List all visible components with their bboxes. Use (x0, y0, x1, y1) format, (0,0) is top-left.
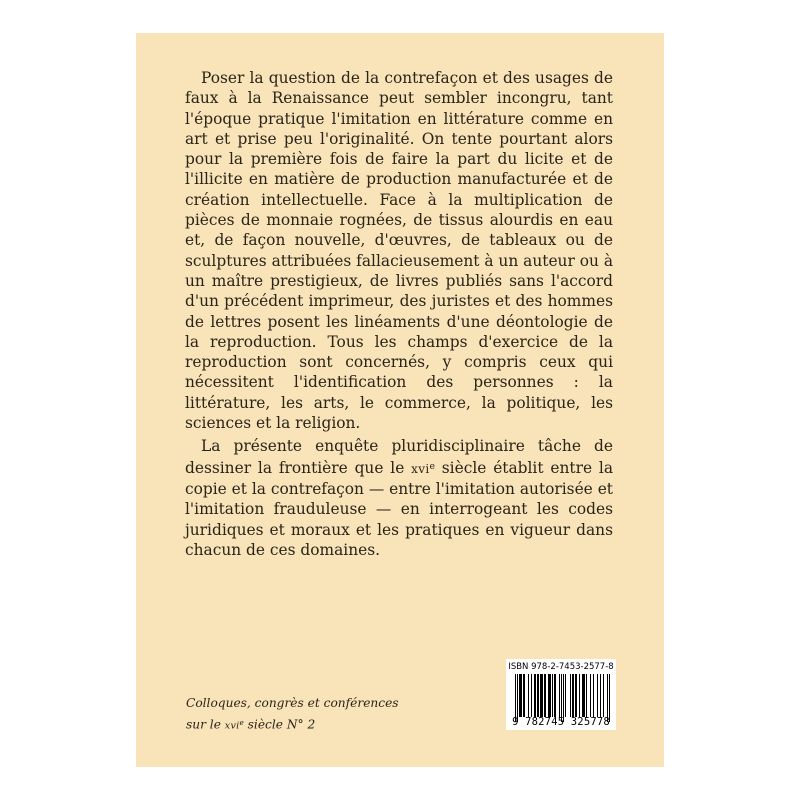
series-century-numeral: xvi (224, 720, 240, 732)
barcode-bar (548, 674, 549, 717)
barcode-bar (593, 674, 594, 717)
barcode-bar (565, 674, 566, 717)
barcode-bar (549, 674, 550, 717)
barcode-bar (528, 674, 529, 717)
barcode-bar (541, 674, 542, 717)
barcode-bar (576, 674, 577, 717)
barcode-bar (586, 674, 587, 717)
barcode-bar (584, 674, 585, 717)
series-line-2-end: siècle N° 2 (243, 717, 316, 732)
barcode-bar (519, 674, 520, 717)
barcode-bar (555, 674, 556, 717)
isbn-label: ISBN 978-2-7453-2577-8 (508, 662, 614, 672)
series-century-superscript: e (239, 718, 244, 727)
barcode-bar (537, 674, 538, 717)
barcode-bar (572, 674, 573, 717)
barcode-bar (552, 674, 553, 717)
paragraph-2-end: siècle établit entre la copie et la contrefaçon — entre l'imitation autorisée et l'imitation frauduleuse — en interrogeant les codes juridiques et moraux et les pratiques en vigueur dans chacun de ces domaines. (185, 458, 613, 559)
century-superscript: e (429, 460, 435, 472)
barcode-bar (600, 674, 601, 717)
barcode-bar (523, 674, 524, 717)
series-line-1: Colloques, congrès et conférences (186, 696, 399, 710)
series-line-2 (186, 713, 399, 735)
barcode-bar (607, 674, 608, 722)
series-line-2-start: sur le (186, 717, 225, 732)
barcode-bar (520, 674, 521, 717)
barcode-bar (521, 674, 522, 717)
barcode-bar (538, 674, 539, 717)
barcode-bar (559, 674, 560, 717)
barcode-bar (534, 674, 535, 717)
barcode-bar (517, 674, 518, 722)
barcode-bar (575, 674, 576, 717)
barcode-bar (540, 674, 541, 717)
barcode-bar (609, 674, 610, 722)
barcode-bar (570, 674, 571, 717)
blurb-text (185, 68, 613, 560)
barcode-bar (583, 674, 584, 717)
barcode-bar (542, 674, 543, 717)
barcode-bar (524, 674, 525, 717)
isbn-barcode (506, 659, 616, 730)
barcode-bar (545, 674, 546, 717)
barcode-bar (579, 674, 580, 717)
series-title (186, 694, 399, 735)
barcode-bar (561, 674, 562, 722)
century-numeral: xvi (411, 461, 430, 476)
barcode-bar (554, 674, 555, 717)
barcode-bar (515, 674, 516, 722)
barcode-bar (573, 674, 574, 717)
blurb-paragraph-1: Poser la question de la contrefaçon et des usages de faux à la Renaissance peut sembler incongru, tant l'époque pratique l'imitation en littérature comme en art et prise peu l'originalité. On tente pourtant alors pour la première fois de faire la part du licite et de l'illicite en matière de production manufacturée et de création intellectuelle. Face à la multiplication de pièces de monnaie rognées, de tissus alourdis en eau et, de façon nouvelle, d'œuvres, de tableaux ou de sculptures attribuées fallacieusement à un auteur ou à un maître prestigieux, de livres publiés sans l'accord d'un précédent imprimeur, des juristes et des hommes de lettres posent les linéaments d'une déontologie de la reproduction. Tous les champs d'exercice de la reproduction sont concernés, y compris ceux qui nécessitent l'identification des personnes : la littérature, les arts, le commerce, la politique, les sciences et la religion. (185, 69, 613, 433)
barcode-bar (531, 674, 532, 717)
barcode-bar (603, 674, 604, 717)
barcode-bar (550, 674, 551, 717)
barcode-bar (544, 674, 545, 717)
barcode-bar (563, 674, 564, 722)
paragraph-2-start: La présente enquête pluridisciplinaire tâche de dessiner la frontière que le (185, 437, 613, 477)
barcode-bar (590, 674, 591, 717)
ean-digits: 9 782745 325778 (512, 716, 610, 728)
barcode-bar (597, 674, 598, 717)
barcode-bar (535, 674, 536, 717)
blurb-paragraph-2 (185, 436, 613, 560)
barcode-bar (582, 674, 583, 717)
